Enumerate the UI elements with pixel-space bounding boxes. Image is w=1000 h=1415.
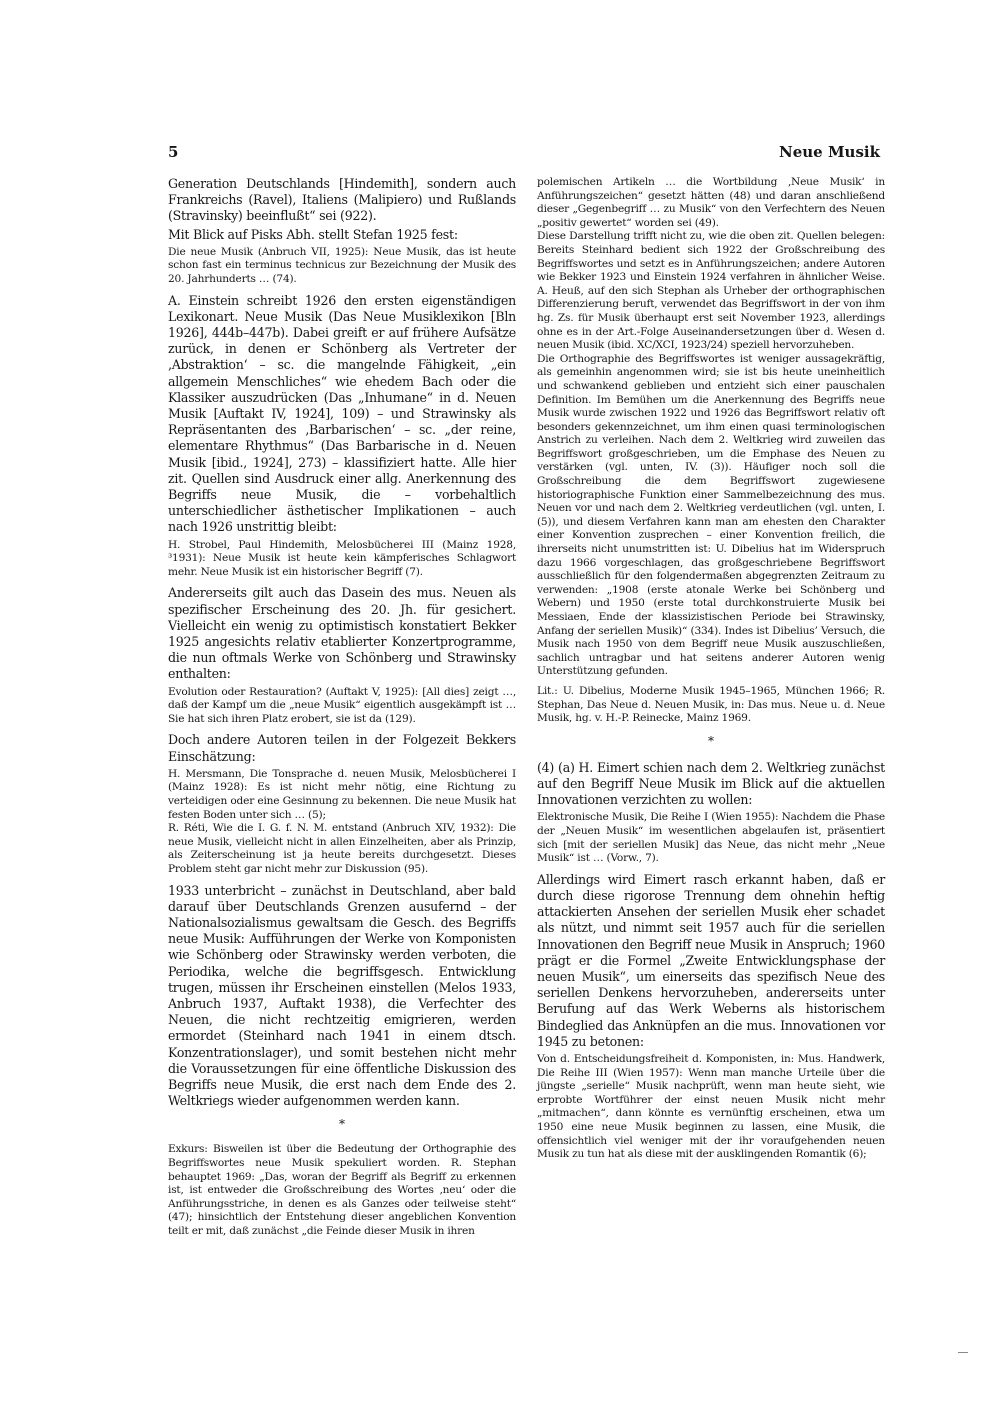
scan-mark bbox=[958, 1352, 968, 1353]
paragraph: (4) (a) H. Eimert schien nach dem 2. Weltkrieg zunächst auf den Begriff Neue Musik im Blick auf die aktuellen Innovationen verzichten zu wollen: bbox=[537, 759, 885, 808]
quote: R. Réti, Wie die I. G. f. N. M. entstand (Anbruch XIV, 1932): Die neue Musik, vielleicht nicht in allen Einzelheiten, aber als Prinzip, als Zeiterscheinung ist ja heute bereits durchgesetzt. Dieses Problem steht gar nicht mehr zur Diskussion (95). bbox=[168, 822, 516, 875]
literature: Lit.: U. Dibelius, Moderne Musik 1945–1965, München 1966; R. Stephan, Das Neue d. Neuen Musik, in: Das mus. Neue u. d. Neue Musik, hg. v. H.-P. Reinecke, Mainz 1969. bbox=[537, 684, 885, 725]
left-column bbox=[168, 176, 516, 1245]
quote: Von d. Entscheidungsfreiheit d. Komponisten, in: Mus. Handwerk, Die Reihe III (Wien 1957): Wenn man manche Urteile über die jüngste „serielle“ Musik nachprüft, wenn man heute sieht, wie erprobte Wortführer der einst neuen Musik nicht mehr „mitmachen“, dann könnte es vernünftig erscheinen, etwa um 1950 eine neue Musik beginnen zu lassen, eine Musik, die offensichtlich viel weniger mit der ihr voraufgehenden neuen Musik zu tun hat als diese mit der ausklingenden Romantik (6); bbox=[537, 1052, 885, 1161]
paragraph: Andererseits gilt auch das Dasein des mus. Neuen als spezifischer Erscheinung des 20. Jh. für gesichert. Vielleicht ein wenig zu optimistisch konstatiert Bekker 1925 angesichts relativ etablierter Konzertprogramme, die nun oftmals Werke von Schönberg und Strawinsky enthalten: bbox=[168, 585, 516, 682]
page-number: 5 bbox=[168, 143, 179, 161]
quote: Evolution oder Restauration? (Auftakt V, 1925): [All dies] zeigt …, daß der Kampf um die „neue Musik“ eigentlich ausgekämpft ist … Sie hat sich ihren Platz erobert, sie ist da (129). bbox=[168, 685, 516, 725]
paragraph: 1933 unterbricht – zunächst in Deutschland, aber bald darauf über Deutschlands Grenzen ausufernd – der Nationalsozialismus gewaltsam die Gesch. des Begriffs neue Musik: Aufführungen der Werke von Komponisten wie Schönberg oder Strawinsky werden verboten, die Periodika, welche die begriffsgesch. Entwicklung trugen, müssen ihr Erscheinen einstellen (Melos 1933, Anbruch 1937, Auftakt 1938), die Verfechter des Neuen, die nicht rechtzeitig emigrieren, werden ermordet (Steinhard nach 1941 in einem dtsch. Konzentrationslager), und somit bestehen nicht mehr die Voraussetzungen für eine öffentliche Diskussion des Begriffs neue Musik, die erst nach dem Ende des 2. Weltkriegs wieder aufgenommen werden kann. bbox=[168, 882, 516, 1109]
paragraph: Mit Blick auf Pisks Abh. stellt Stefan 1925 fest: bbox=[168, 226, 458, 242]
section-separator: * bbox=[339, 1117, 345, 1132]
paragraph: A. Einstein schreibt 1926 den ersten eigenständigen Lexikonart. Neue Musik (Das Neue Musiklexikon [Bln 1926], 444b–447b). Dabei greift er auf frühere Aufsätze zurück, in denen er Schönberg als Vertreter der ‚Abstraktion‘ – sc. die mangelnde Fähigkeit, „ein allgemein Menschliches“ wie ehedem Bach oder die Klassiker auszudrücken (Das „Inhumane“ in d. Neuen Musik [Auftakt IV, 1924], 109) – und Strawinsky als Repräsentanten des ‚Barbarischen‘ – sc. „der reine, elementare Rhythmus“ (Das Barbarische in d. Neuen Musik [ibid., 1924], 273) – klassifiziert hatte. Alle hier zit. Quellen sind Ausdruck einer allg. Anerkennung des Begriffs neue Musik, die – vorbehaltlich unterschiedlicher ästhetischer Implikationen – auch nach 1926 unstrittig bleibt: bbox=[168, 292, 516, 535]
paragraph: Generation Deutschlands [Hindemith], sondern auch Frankreichs (Ravel), Italiens (Malipiero) und Rußlands (Stravinsky) beeinflußt“ sei (922). bbox=[168, 176, 516, 224]
right-column bbox=[537, 176, 885, 1168]
quote: H. Strobel, Paul Hindemith, Melosbücherei III (Mainz 1928, ³1931): Neue Musik ist heute kein kämpferisches Schlagwort mehr. Neue Musik ist ein historischer Begriff (7). bbox=[168, 538, 516, 578]
section-separator: * bbox=[708, 733, 714, 748]
page-header bbox=[168, 143, 880, 165]
excursus: Exkurs: Bisweilen ist über die Bedeutung der Orthographie des Begriffswortes neue Musik spekuliert worden. R. Stephan behauptet 1969: „Das, woran der Begriff als Begriff zu erkennen ist, ist entweder die Großschreibung des Wortes ‚neu‘ oder die Anführungsstriche, in denen es als Ganzes oder teilweise steht“ (47); hinsichtlich der Entstehung dieser angeblichen Konvention teilt er mit, daß zunächst „die Feinde dieser Musik in ihren bbox=[168, 1143, 516, 1237]
excursus-paragraph: Die Orthographie des Begriffswortes ist weniger aussagekräftig, als gemeinhin angenommen wird; sie ist bis heute uneinheitlich und schwankend geblieben und entzieht sich einer pauschalen Definition. Im Bemühen um die Anerkennung des Begriffs neue Musik wurde zwischen 1922 und 1926 das Begriffswort relativ oft besonders gekennzeichnet, um ihm einen quasi terminologischen Anstrich zu verleihen. Nach dem 2. Weltkrieg wird zuweilen das Begriffswort großgeschrieben, um die Emphase des Neuen zu verstärken (vgl. unten, IV. (3)). Häufiger noch soll die Großschreibung die dem Begriffswort zugewiesene historiographische Funktion einer Sammelbezeichnung des mus. Neuen vor und nach dem 2. Weltkrieg verdeutlichen (vgl. unten, I. (5)), und diesem Verfahren kann man am ehesten den Charakter einer Konvention zusprechen – einer Konvention freilich, die ihrerseits nicht unumstritten ist: U. Dibelius hat im Widerspruch dazu 1966 vorgeschlagen, das großgeschriebene Begriffswort ausschließlich für den folgendermaßen abgegrenzten Zeitraum zu verwenden: „1908 (erste atonale Werke bei Schönberg und Webern) und 1950 (erste total durchkonstruierte Musik bei Messiaen, Ende der klassizistischen Periode bei Strawinsky, Anfang der seriellen Musik)“ (334). Indes ist Dibelius’ Versuch, die Musik nach 1950 von dem Begriff neue Musik auszuschließen, sachlich untragbar und hat seitens anderer Autoren wenig Unterstützung gefunden. bbox=[537, 352, 885, 678]
excursus-paragraph: Diese Darstellung trifft nicht zu, wie die oben zit. Quellen belegen: Bereits Steinhard bedient sich 1922 der Großschreibung des Begriffswortes und setzt es in Anführungszeichen; andere Autoren wie Bekker 1923 und Einstein 1924 verfahren in ähnlicher Weise. A. Heuß, auf den sich Stephan als Urheber der orthographischen Differenzierung beruft, verwendet das Begriffswort in der von ihm hg. Zs. für Musik überhaupt erst seit November 1923, allerdings ohne es in der Art.-Folge Auseinandersetzungen über d. Wesen d. neuen Musik (ibid. XC/XCI, 1923/24) speziell hervorzuheben. bbox=[537, 230, 885, 352]
quote: H. Mersmann, Die Tonsprache d. neuen Musik, Melosbücherei I (Mainz 1928): Es ist nicht mehr nötig, eine Richtung zu verteidigen oder eine Gesinnung zu bekennen. Die neue Musik hat festen Boden unter sich … (5); bbox=[168, 767, 516, 821]
running-title: Neue Musik bbox=[779, 143, 880, 161]
quote: Die neue Musik (Anbruch VII, 1925): Neue Musik, das ist heute schon fast ein terminus technicus zur Bezeichnung der Musik des 20. Jahrhunderts … (74). bbox=[168, 245, 516, 285]
paragraph: Doch andere Autoren teilen in der Folgezeit Bekkers Einschätzung: bbox=[168, 732, 516, 764]
paragraph: Allerdings wird Eimert rasch erkannt haben, daß er durch diese rigorose Trennung dem ohnehin heftig attackierten Ansehen der seriellen Musik eher schadet als nützt, und nimmt seit 1957 auch für die seriellen Innovationen den Begriff neue Musik in Anspruch; 1960 prägt er die Formel „Zweite Entwicklungsphase der neuen Musik“, um einerseits das spezifisch Neue des seriellen Denkens hervorzuheben, andererseits unter Berufung auf das Werk Weberns als historischem Bindeglied das Anknüpfen an die mus. Innovationen vor 1945 zu betonen: bbox=[537, 871, 885, 1049]
excursus-continued: polemischen Artikeln … die Wortbildung ‚Neue Musik‘ in Anführungszeichen“ gesetzt hätten (48) und daran anschließend dieser „Gegenbegriff … zu Musik“ von den Verfechtern des Neuen „positiv gewertet“ worden sei (49). bbox=[537, 176, 885, 229]
quote: Elektronische Musik, Die Reihe I (Wien 1955): Nachdem die Phase der „Neuen Musik“ im wesentlichen abgelaufen ist, präsentiert sich [mit der seriellen Musik] das Neue, das nicht mehr „Neue Musik“ ist … (Vorw., 7). bbox=[537, 811, 885, 865]
